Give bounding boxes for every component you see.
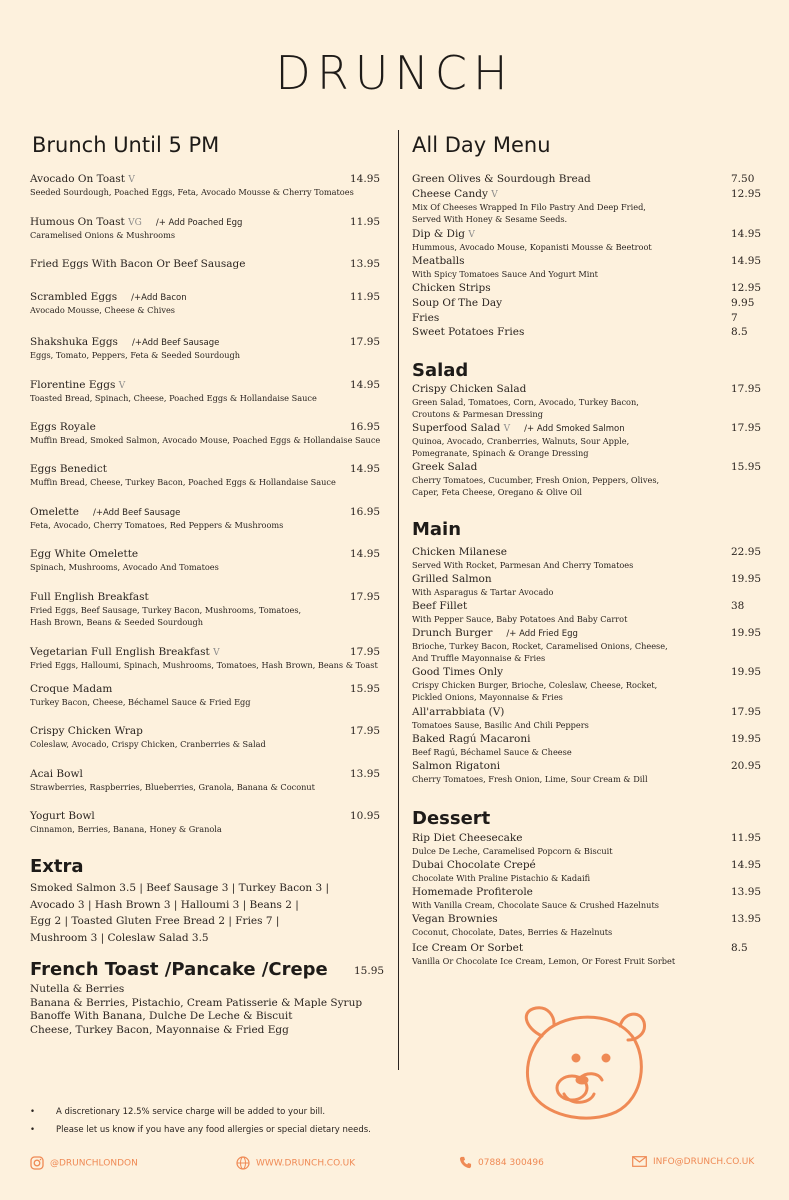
menu-item-name: Full English Breakfast — [30, 591, 149, 603]
menu-item-addon: /+ Add Fried Egg — [506, 629, 578, 639]
menu-item-description: Coconut, Chocolate, Dates, Berries & Hazelnuts — [412, 927, 613, 937]
menu-item — [412, 228, 652, 253]
footer-phone[interactable]: 07884 300496 — [459, 1156, 544, 1169]
menu-item-price: 12.95 — [731, 282, 762, 294]
menu-item — [412, 913, 612, 938]
menu-item-description: Caramelised Onions & Mushrooms — [30, 230, 176, 240]
french-toast-options — [30, 983, 362, 1037]
menu-item — [412, 383, 639, 420]
dietary-tag: V — [503, 424, 511, 434]
menu-item-price: 14.95 — [350, 379, 381, 391]
menu-item-name: Drunch Burger — [412, 627, 493, 639]
dietary-tag: V — [128, 175, 135, 185]
menu-item-description: Beef Ragú, Béchamel Sauce & Cheese — [412, 747, 572, 757]
menu-item — [412, 832, 613, 857]
menu-item-description: Croutons & Parmesan Dressing — [412, 409, 543, 419]
menu-item-name: Homemade Profiterole — [412, 886, 533, 898]
menu-item-description: Tomatoes Sause, Basilic And Chili Peppers — [412, 720, 589, 730]
globe-icon — [236, 1156, 250, 1170]
dietary-tag: V — [468, 230, 475, 240]
menu-item-name-row — [412, 312, 439, 324]
menu-item-name: Sweet Potatoes Fries — [412, 326, 525, 338]
menu-item-name: Grilled Salmon — [412, 573, 492, 585]
menu-item-price: 20.95 — [731, 760, 762, 772]
menu-item-name: Soup Of The Day — [412, 297, 503, 309]
menu-item — [412, 312, 439, 324]
menu-item-name: Shakshuka Eggs — [30, 336, 118, 348]
menu-item-name-row — [30, 291, 187, 303]
menu-item — [30, 379, 317, 404]
menu-item-name-row — [30, 725, 266, 737]
menu-item-name-row — [412, 422, 629, 434]
menu-item-description: Cinnamon, Berries, Banana, Honey & Granola — [30, 824, 222, 834]
menu-item — [30, 173, 354, 198]
menu-item-name-row — [412, 546, 633, 558]
menu-item-name-row — [412, 383, 639, 395]
menu-item-addon: /+ Add Poached Egg — [155, 218, 243, 228]
menu-item-name: Avocado On Toast — [30, 173, 126, 185]
menu-item-price: 10.95 — [350, 810, 381, 822]
menu-item-name: Acai Bowl — [30, 768, 83, 780]
menu-item-price: 19.95 — [731, 627, 762, 639]
menu-item-name-row — [30, 336, 240, 348]
notes — [30, 1103, 371, 1139]
menu-item-name: Rip Diet Cheesecake — [412, 832, 523, 844]
menu-item-price: 17.95 — [350, 725, 381, 737]
menu-item-name-row — [30, 810, 222, 822]
menu-item-name-row — [30, 591, 301, 603]
french-toast-option: Banana & Berries, Pistachio, Cream Patisserie & Maple Syrup — [30, 996, 363, 1009]
menu-item-price: 17.95 — [731, 422, 762, 434]
menu-item — [412, 886, 659, 911]
menu-item-price: 14.95 — [350, 173, 381, 185]
menu-item — [30, 421, 380, 446]
menu-item — [30, 336, 240, 361]
menu-item — [30, 591, 301, 628]
menu-item-description: Pomegranate, Spinach & Orange Dressing — [412, 448, 589, 458]
menu-item — [412, 422, 629, 459]
menu-item — [30, 506, 283, 531]
french-toast-option: Nutella & Berries — [30, 983, 125, 995]
menu-item-addon: /+Add Bacon — [131, 293, 187, 303]
menu-item-price: 11.95 — [731, 832, 762, 844]
menu-item-price: 7 — [731, 312, 738, 324]
extra-line: Egg 2 | Toasted Gluten Free Bread 2 | Fries 7 | — [30, 915, 280, 927]
menu-item-price: 8.5 — [731, 326, 748, 338]
menu-item-name-row — [412, 573, 553, 585]
menu-item-addon: /+Add Beef Sausage — [131, 338, 220, 348]
footer-website[interactable]: WWW.DRUNCH.CO.UK — [236, 1156, 355, 1170]
menu-item-name-row — [412, 733, 572, 745]
menu-item-description: Brioche, Turkey Bacon, Rocket, Caramelised Onions, Cheese, — [412, 641, 668, 651]
menu-item-description: Caper, Feta Cheese, Oregano & Olive Oil — [412, 487, 583, 497]
menu-item-description: Quinoa, Avocado, Cranberries, Walnuts, Sour Apple, — [412, 436, 630, 446]
menu-item — [412, 627, 668, 664]
menu-item-description: Served With Honey & Sesame Seeds. — [412, 214, 568, 224]
dietary-tag: V — [118, 381, 126, 391]
menu-item — [30, 683, 251, 708]
menu-item-price: 11.95 — [350, 216, 381, 228]
menu-item-price: 13.95 — [350, 768, 381, 780]
menu-item-name: Superfood Salad — [412, 422, 501, 434]
menu-item-description: Mix Of Cheeses Wrapped In Filo Pastry And Deep Fried, — [412, 202, 646, 212]
menu-item-name: Salmon Rigatoni — [412, 760, 501, 772]
french-toast-price: 15.95 — [354, 965, 385, 977]
menu-item-price: 16.95 — [350, 421, 381, 433]
footer-instagram[interactable]: @DRUNCHLONDON — [30, 1156, 138, 1170]
menu-item-name: Eggs Royale — [30, 421, 96, 433]
menu-item-name: Dip & Dig — [412, 228, 466, 240]
salad-title: Salad — [412, 360, 469, 381]
mail-icon — [632, 1156, 647, 1167]
menu-item — [412, 173, 591, 185]
brand-logo: DRUNCH — [275, 46, 514, 100]
menu-item-description: Avocado Mousse, Cheese & Chives — [30, 305, 176, 315]
menu-item-description: Cherry Tomatoes, Cucumber, Fresh Onion, Peppers, Olives, — [412, 475, 660, 485]
menu-item-description: Hash Brown, Beans & Seeded Sourdough — [30, 617, 204, 627]
menu-item — [412, 573, 553, 598]
menu-item-name: Chicken Strips — [412, 282, 491, 294]
brunch-title: Brunch Until 5 PM — [32, 133, 220, 157]
extra-line: Mushroom 3 | Coleslaw Salad 3.5 — [30, 931, 209, 944]
menu-item-price: 7.50 — [731, 173, 755, 185]
menu-item — [412, 188, 646, 225]
menu-item-name: Crispy Chicken Wrap — [30, 725, 143, 737]
menu-item-name: Dubai Chocolate Crepé — [412, 859, 536, 871]
dietary-tag: VG — [128, 218, 142, 228]
menu-item — [30, 725, 266, 750]
french-toast-title: French Toast /Pancake /Crepe — [30, 959, 328, 980]
extra-title: Extra — [30, 856, 84, 877]
menu-item-name: Croque Madam — [30, 683, 113, 695]
menu-item-description: Strawberries, Raspberries, Blueberries, Granola, Banana & Coconut — [30, 782, 315, 792]
menu-item-description: Spinach, Mushrooms, Avocado And Tomatoes — [30, 562, 219, 572]
menu-item — [30, 768, 315, 793]
menu-item-price: 14.95 — [731, 228, 762, 240]
menu-item-name-row — [30, 379, 317, 391]
french-toast-option: Banoffe With Banana, Dulche De Leche & Biscuit — [30, 1010, 293, 1022]
all-day-title: All Day Menu — [412, 133, 551, 157]
menu-item-price: 14.95 — [731, 859, 762, 871]
menu-item — [412, 600, 627, 625]
menu-item-name: Crispy Chicken Salad — [412, 383, 527, 395]
menu-item-price: 15.95 — [350, 683, 381, 695]
menu-item-description: Fried Eggs, Beef Sausage, Turkey Bacon, Mushrooms, Tomatoes, — [30, 605, 302, 615]
menu-item — [412, 859, 590, 884]
menu-item — [412, 326, 524, 338]
menu-item-name: Vegetarian Full English Breakfast — [30, 646, 210, 658]
menu-item-price: 19.95 — [731, 666, 762, 678]
menu-item-name: Ice Cream Or Sorbet — [412, 942, 524, 954]
menu-item-description: With Pepper Sauce, Baby Potatoes And Baby Carrot — [412, 614, 628, 624]
menu-item-price: 19.95 — [731, 733, 762, 745]
menu-item-addon: /+Add Beef Sausage — [93, 508, 181, 518]
extra-list — [30, 880, 329, 946]
menu-item-description: Green Salad, Tomatoes, Corn, Avocado, Turkey Bacon, — [412, 397, 639, 407]
menu-item-price: 13.95 — [731, 886, 762, 898]
main-title: Main — [412, 519, 462, 540]
menu-item-name: Eggs Benedict — [30, 463, 107, 475]
dessert-title: Dessert — [412, 808, 491, 829]
menu-item-name-row — [412, 706, 589, 718]
menu-item-description: Crispy Chicken Burger, Brioche, Coleslaw, Cheese, Rocket, — [412, 680, 658, 690]
menu-item-price: 13.95 — [731, 913, 762, 925]
menu-item — [30, 463, 336, 488]
menu-item-description: With Asparagus & Tartar Avocado — [412, 587, 554, 597]
menu-item — [412, 546, 633, 571]
menu-item-price: 11.95 — [350, 291, 381, 303]
menu-item-name: Yogurt Bowl — [30, 810, 95, 822]
menu-item-price: 16.95 — [350, 506, 381, 518]
menu-item-price: 14.95 — [350, 548, 381, 560]
menu-item — [30, 258, 245, 270]
menu-item-name-row — [412, 627, 668, 639]
french-toast-option: Cheese, Turkey Bacon, Mayonnaise & Fried Egg — [30, 1023, 289, 1036]
menu-item-name-row — [412, 297, 502, 309]
menu-item-name-row — [30, 463, 336, 475]
menu-item — [412, 666, 657, 703]
menu-item-name-row — [30, 258, 245, 270]
menu-item-name: Baked Ragú Macaroni — [412, 733, 531, 745]
menu-item-name: Beef Fillet — [412, 600, 468, 612]
menu-item-price: 13.95 — [350, 258, 381, 270]
menu-item — [412, 461, 659, 498]
menu-item-price: 17.95 — [350, 591, 381, 603]
menu-item-price: 9.95 — [731, 297, 755, 309]
menu-item-description: Muffin Bread, Smoked Salmon, Avocado Mouse, Poached Eggs & Hollandaise Sauce — [30, 435, 381, 445]
menu-item-description: Eggs, Tomato, Peppers, Feta & Seeded Sourdough — [30, 350, 240, 360]
menu-item-name: Greek Salad — [412, 461, 478, 473]
menu-item-name-row — [412, 832, 613, 844]
menu-item-price: 17.95 — [350, 646, 381, 658]
menu-item-name-row — [30, 768, 315, 780]
menu-item-description: Chocolate With Praline Pistachio & Kadaifi — [412, 873, 591, 883]
note-item: • A discretionary 12.5% service charge will be added to your bill. — [30, 1107, 326, 1117]
menu-item-description: Hummous, Avocado Mouse, Kopanisti Mousse & Beetroot — [412, 242, 652, 252]
menu-item-name-row — [412, 255, 598, 267]
menu-item-description: Pickled Onions, Mayonnaise & Fries — [412, 692, 563, 702]
menu-item-description: Turkey Bacon, Cheese, Béchamel Sauce & Fried Egg — [30, 697, 251, 707]
menu-item-description: With Vanilla Cream, Chocolate Sauce & Crushed Hazelnuts — [412, 900, 659, 910]
menu-item-price: 12.95 — [731, 188, 762, 200]
menu-item-name: Meatballs — [412, 255, 465, 267]
menu-item — [30, 548, 219, 573]
menu-item-description: With Spicy Tomatoes Sauce And Yogurt Mint — [412, 269, 598, 279]
menu-item-name: Good Times Only — [412, 666, 504, 678]
menu-item-description: Seeded Sourdough, Poached Eggs, Feta, Avocado Mousse & Cherry Tomatoes — [30, 187, 354, 197]
menu-item-name-row — [412, 859, 590, 871]
menu-item-price: 19.95 — [731, 573, 762, 585]
menu-item-name: Fries — [412, 312, 440, 324]
menu-item-name-row — [412, 942, 675, 954]
menu-item-addon: /+ Add Smoked Salmon — [524, 424, 625, 434]
menu-item-description: Toasted Bread, Spinach, Cheese, Poached Eggs & Hollandaise Sauce — [30, 393, 317, 403]
note-item: • Please let us know if you have any food allergies or special dietary needs. — [30, 1125, 371, 1135]
bear-logo-icon — [520, 1006, 650, 1126]
menu-item — [412, 255, 598, 280]
menu-item-name: Omelette — [30, 506, 80, 518]
menu-item-name: Fried Eggs With Bacon Or Beef Sausage — [30, 258, 246, 270]
menu-item-name-row — [412, 173, 591, 185]
menu-item-price: 15.95 — [731, 461, 762, 473]
menu-item-description: Cherry Tomatoes, Fresh Onion, Lime, Sour Cream & Dill — [412, 774, 648, 784]
menu-item-description: Muffin Bread, Cheese, Turkey Bacon, Poached Eggs & Hollandaise Sauce — [30, 477, 336, 487]
menu-item-price: 38 — [731, 600, 745, 612]
menu-item-name-row — [412, 600, 627, 612]
menu-item-name-row — [30, 173, 354, 185]
menu-item-price: 14.95 — [350, 463, 381, 475]
instagram-icon — [30, 1156, 44, 1170]
menu-item-price: 17.95 — [731, 383, 762, 395]
menu-item-description: And Truffle Mayonnaise & Fries — [412, 653, 546, 663]
menu-item — [412, 733, 572, 758]
menu-item-description: Vanilla Or Chocolate Ice Cream, Lemon, Or Forest Fruit Sorbet — [412, 956, 676, 966]
menu-item-name-row — [30, 646, 381, 658]
menu-item-name: Cheese Candy — [412, 188, 488, 200]
menu-item-name-row — [412, 326, 524, 338]
extra-line: Smoked Salmon 3.5 | Beef Sausage 3 | Turkey Bacon 3 | — [30, 882, 330, 894]
menu-item-name-row — [30, 216, 242, 228]
extra-line: Avocado 3 | Hash Brown 3 | Halloumi 3 | Beans 2 | — [30, 898, 299, 911]
menu-item — [412, 942, 675, 967]
menu-item-description: Coleslaw, Avocado, Crispy Chicken, Cranberries & Salad — [30, 739, 266, 749]
menu-item-name-row — [30, 548, 219, 560]
menu-item — [30, 810, 222, 835]
menu-item-name-row — [30, 683, 251, 695]
phone-icon — [459, 1156, 472, 1169]
menu-item-name-row — [412, 760, 648, 772]
menu-item-name-row — [412, 913, 612, 925]
menu-item-name-row — [412, 666, 657, 678]
menu-item-name: Scrambled Eggs — [30, 291, 118, 303]
menu-item-price: 17.95 — [350, 336, 381, 348]
menu-item-name: Humous On Toast — [30, 216, 125, 228]
menu-item-name-row — [412, 461, 659, 473]
menu-item-name: Egg White Omelette — [30, 548, 139, 560]
menu-item-description: Feta, Avocado, Cherry Tomatoes, Red Peppers & Mushrooms — [30, 520, 284, 530]
menu-item-price: 17.95 — [731, 706, 762, 718]
menu-item — [30, 216, 242, 241]
menu-item-description: Fried Eggs, Halloumi, Spinach, Mushrooms, Tomatoes, Hash Brown, Beans & Toast — [30, 660, 378, 670]
menu-item-name-row — [412, 886, 659, 898]
menu-item-price: 8.5 — [731, 942, 748, 954]
menu-item-name: Florentine Eggs — [30, 379, 116, 391]
menu-item-name-row — [412, 282, 491, 294]
dietary-tag: V — [213, 648, 220, 658]
menu-item — [412, 760, 648, 785]
footer-email[interactable]: INFO@DRUNCH.CO.UK — [632, 1156, 754, 1167]
dietary-tag: V — [491, 190, 498, 200]
menu-item-name: Chicken Milanese — [412, 546, 508, 558]
menu-item-name: Vegan Brownies — [412, 913, 498, 925]
menu-item-name-row — [30, 421, 380, 433]
menu-item-description: Dulce De Leche, Caramelised Popcorn & Biscuit — [412, 846, 613, 856]
menu-item-price: 22.95 — [731, 546, 762, 558]
menu-item — [412, 282, 491, 294]
menu-item-description: Served With Rocket, Parmesan And Cherry Tomatoes — [412, 560, 634, 570]
menu-item — [30, 646, 381, 671]
menu-item — [412, 706, 589, 731]
menu-item-price: 14.95 — [731, 255, 762, 267]
menu-item-name: Green Olives & Sourdough Bread — [412, 173, 591, 185]
menu-item-name-row — [30, 506, 283, 518]
menu-item-name-row — [412, 228, 652, 240]
menu-item — [412, 297, 502, 309]
menu-item-name: All'arrabbiata (V) — [412, 706, 505, 718]
menu-item-name-row — [412, 188, 646, 200]
column-divider — [398, 130, 399, 1070]
menu-item — [30, 291, 187, 316]
